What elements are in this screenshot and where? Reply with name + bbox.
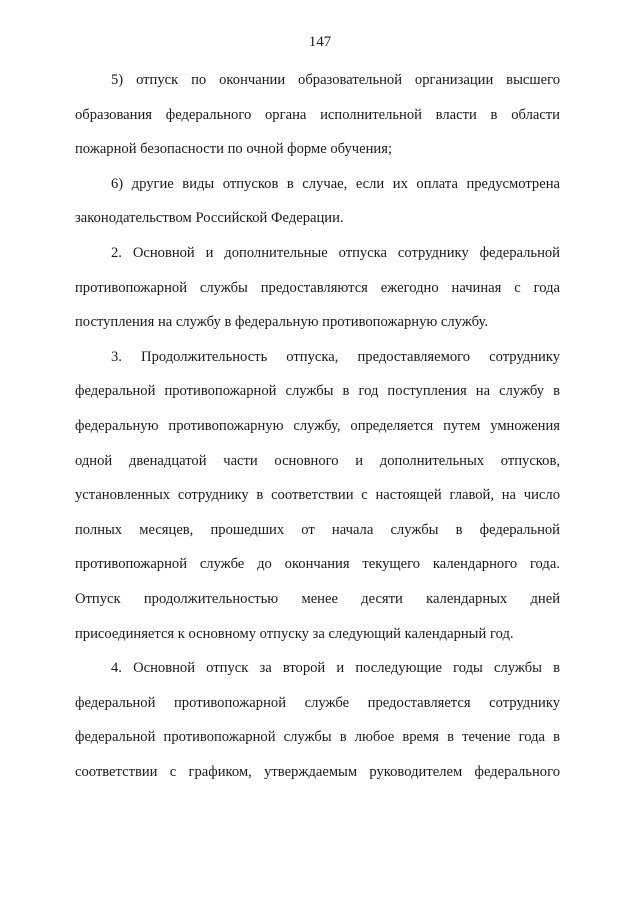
paragraph-item-6 bbox=[75, 167, 560, 236]
text-line: федеральную противопожарную службу, определяется путем умножения bbox=[75, 417, 560, 434]
text-line: федеральной противопожарной службе предоставляется сотруднику bbox=[75, 694, 560, 711]
text-line: противопожарной службе до окончания текущего календарного года. bbox=[75, 556, 560, 573]
text-line: законодательством Российской Федерации. bbox=[75, 210, 344, 227]
text-line: 5) отпуск по окончании образовательной организации высшего bbox=[111, 72, 560, 88]
text-line: образования федерального органа исполнительной власти в области bbox=[75, 106, 560, 123]
text-line: поступления на службу в федеральную противопожарную службу. bbox=[75, 314, 489, 331]
paragraph-section-3 bbox=[75, 340, 560, 651]
text-line: 2. Основной и дополнительные отпуска сотруднику федеральной bbox=[111, 244, 560, 261]
paragraph-item-5 bbox=[75, 63, 560, 167]
document-body bbox=[75, 63, 560, 789]
text-line: Отпуск продолжительностью менее десяти календарных дней bbox=[75, 590, 560, 607]
text-line: противопожарной службы предоставляются ежегодно начиная с года bbox=[75, 279, 560, 296]
text-line: соответствии с графиком, утверждаемым руководителем федерального bbox=[75, 763, 560, 780]
text-line: установленных сотруднику в соответствии с настоящей главой, на число bbox=[75, 487, 560, 504]
paragraph-section-2 bbox=[75, 236, 560, 340]
text-line: 4. Основной отпуск за второй и последующие годы службы в bbox=[111, 660, 560, 677]
text-line: присоединяется к основному отпуску за следующий календарный год. bbox=[75, 625, 514, 642]
page-number: 147 bbox=[308, 34, 332, 50]
paragraph-section-4 bbox=[75, 651, 560, 789]
text-line: полных месяцев, прошедших от начала службы в федеральной bbox=[75, 521, 560, 538]
text-line: одной двенадцатой части основного и дополнительных отпусков, bbox=[75, 452, 560, 469]
text-line: федеральной противопожарной службы в год поступления на службу в bbox=[75, 383, 560, 400]
text-line: пожарной безопасности по очной форме обучения; bbox=[75, 141, 393, 158]
text-line: федеральной противопожарной службы в любое время в течение года в bbox=[75, 729, 560, 746]
text-line: 3. Продолжительность отпуска, предоставляемого сотруднику bbox=[111, 348, 560, 365]
text-line: 6) другие виды отпусков в случае, если их оплата предусмотрена bbox=[111, 175, 560, 192]
